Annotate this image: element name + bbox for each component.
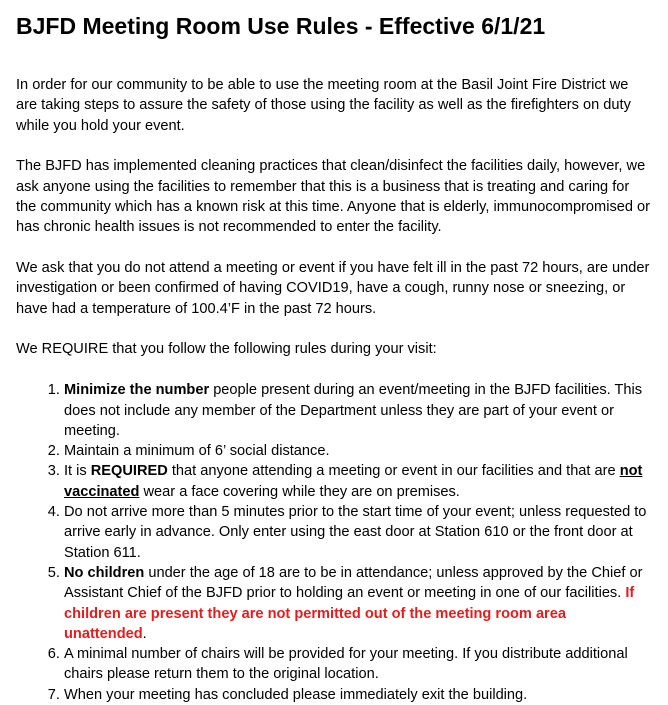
rule-1-bold: Minimize the number (64, 382, 210, 399)
rule-3-bold: REQUIRED (90, 463, 168, 480)
illness-paragraph: We ask that you do not attend a meeting or event if you have felt ill in the past 72 hours, are under investigation or been confirmed of having COVID19, have a cough, runny nose or sneezing, or have had a temperature of 100.4’F in the past 72 hours. (16, 260, 650, 317)
rule-5-red-warning: If children are present they are not permitted out of the meeting room area unattended (64, 585, 635, 642)
rule-item-4 (64, 502, 652, 563)
rules-list (16, 380, 652, 705)
rule-item-1 (64, 380, 652, 441)
rule-4-text: Do not arrive more than 5 minutes prior to the start time of your event; unless requested to arrive early in advance. Only enter using the east door at Station 610 or the front door at Station 611. (64, 504, 647, 561)
rule-3-pre: It is (64, 463, 91, 480)
rule-5-end: . (142, 625, 147, 642)
document-title: BJFD Meeting Room Use Rules - Effective 6/1/21 (16, 13, 546, 39)
rule-item-5 (64, 563, 652, 644)
rule-3-post: wear a face covering while they are on premises. (139, 483, 460, 500)
requirements-intro: We REQUIRE that you follow the following rules during your visit: (16, 341, 437, 358)
rule-5-bold: No children (64, 564, 145, 581)
rule-1-text: people present during an event/meeting in the BJFD facilities. This does not include any member of the Department unless they are part of your event or meeting. (64, 382, 643, 439)
rule-item-2 (64, 441, 652, 461)
rule-3-mid: that anyone attending a meeting or event in our facilities and that are (167, 463, 620, 480)
rule-item-3 (64, 461, 652, 502)
intro-paragraph: In order for our community to be able to use the meeting room at the Basil Joint Fire District we are taking steps to assure the safety of those using the facility as well as the firefighters on duty while you hold your event. (16, 77, 631, 134)
cleaning-paragraph: The BJFD has implemented cleaning practices that clean/disinfect the facilities daily, however, we ask anyone using the facilities to remember that this is a business that is treating and caring for the community which has a known risk at this time. Anyone that is elderly, immunocompromised or has chronic health issues is not recommended to enter the facility. (16, 158, 651, 236)
rule-item-6 (64, 644, 652, 685)
rule-3-underline: not vaccinated (64, 463, 643, 500)
rule-6-text: A minimal number of chairs will be provided for your meeting. If you distribute additional chairs please return them to the original location. (64, 646, 628, 683)
rule-7-text: When your meeting has concluded please immediately exit the building. (64, 686, 528, 703)
rule-2-text: Maintain a minimum of 6’ social distance. (64, 443, 330, 460)
rule-5-text: under the age of 18 are to be in attendance; unless approved by the Chief or Assistant Chief of the BJFD prior to holding an event or meeting in one of our facilities. (64, 564, 643, 602)
